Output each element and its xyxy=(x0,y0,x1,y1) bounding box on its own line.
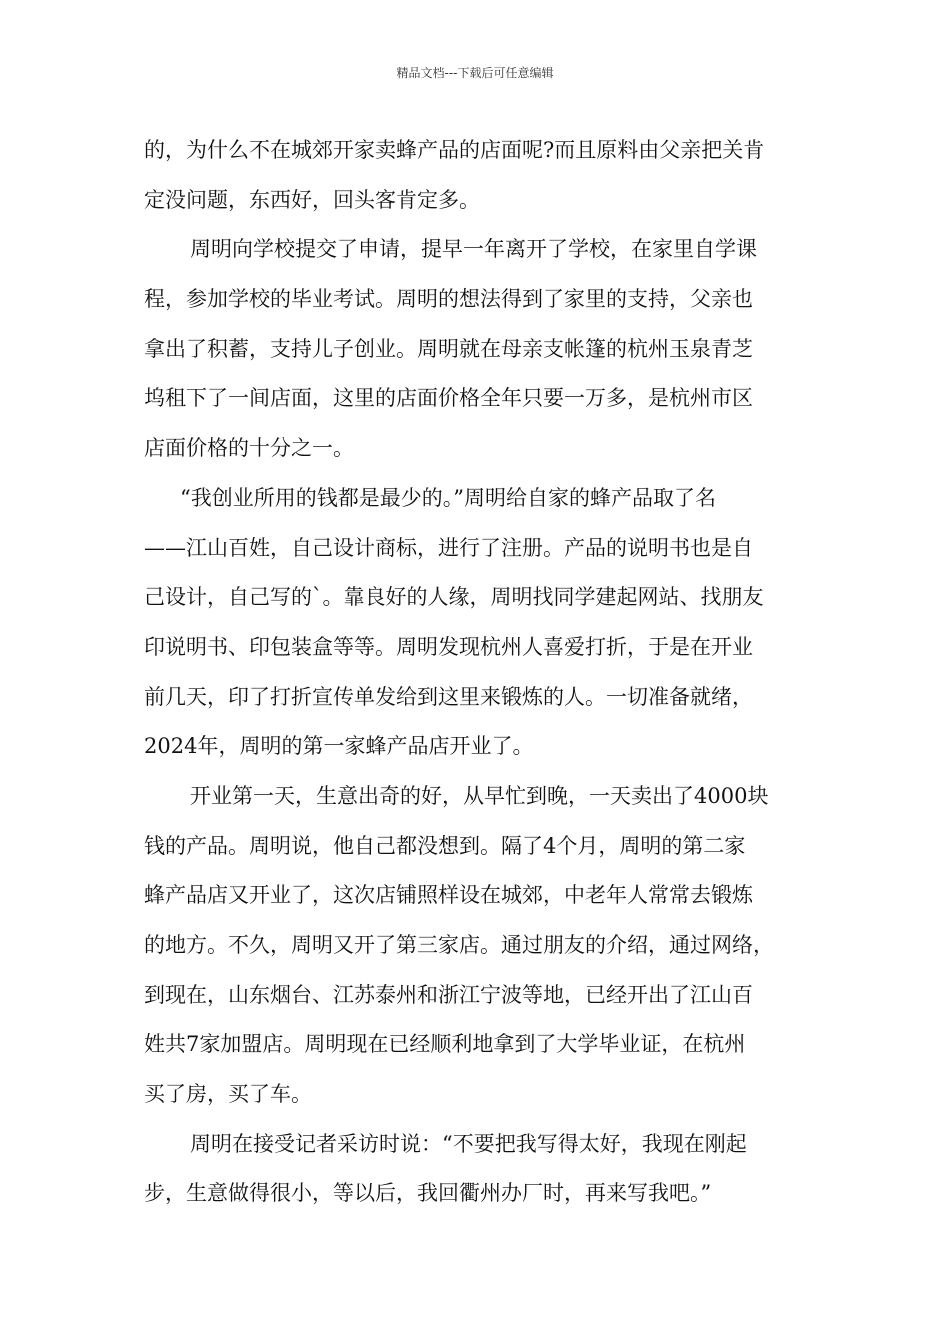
text-line: 的，为什么不在城郊开家卖蜂产品的店面呢?而且原料由父亲把关肯 xyxy=(144,138,765,162)
page-header: 精品文档---下载后可任意编辑 xyxy=(396,66,554,80)
text-line: 印说明书、印包装盒等等。周明发现杭州人喜爱打折，于是在开业 xyxy=(144,634,753,659)
paragraph-first-line: “我创业所用的钱都是最少的。”周明给自家的蜂产品取了名 xyxy=(180,485,716,510)
document-body xyxy=(144,126,808,1219)
paragraph-first-line: 周明在接受记者采访时说：“不要把我写得太好，我现在刚起 xyxy=(190,1131,747,1156)
text-line: 程，参加学校的毕业考试。周明的想法得到了家里的支持，父亲也 xyxy=(144,287,753,312)
text-line: 蜂产品店又开业了，这次店铺照样设在城郊，中老年人常常去锻炼 xyxy=(144,883,753,908)
text-line: 步，生意做得很小，等以后，我回衢州办厂时，再来写我吧。” xyxy=(144,1181,712,1206)
text-line: 定没问题，东西好，回头客肯定多。 xyxy=(144,187,480,212)
text-line: 拿出了积蓄，支持儿子创业。周明就在母亲支帐篷的杭州玉泉青芝 xyxy=(144,336,753,361)
text-line: 前几天，印了打折宣传单发给到这里来锻炼的人。一切准备就绪， xyxy=(144,684,753,709)
text-line: 到现在，山东烟台、江苏泰州和浙江宁波等地，已经开出了江山百 xyxy=(144,982,753,1007)
text-line: 坞租下了一间店面，这里的店面价格全年只要一万多，是杭州市区 xyxy=(144,386,753,411)
text-line: ——江山百姓，自己设计商标，进行了注册。产品的说明书也是自 xyxy=(144,535,753,560)
text-line: 的地方。不久，周明又开了第三家店。通过朋友的介绍，通过网络， xyxy=(144,933,774,957)
paragraph-first-line: 开业第一天，生意出奇的好，从早忙到晚，一天卖出了4000块 xyxy=(190,783,769,808)
text-line: 己设计，自己写的`。靠良好的人缘，周明找同学建起网站、找朋友 xyxy=(144,585,764,610)
text-line: 买了房，买了车。 xyxy=(144,1082,312,1107)
paragraph-first-line: 周明向学校提交了申请，提早一年离开了学校，在家里自学课 xyxy=(190,237,757,262)
text-line: 2024年，周明的第一家蜂产品店开业了。 xyxy=(144,734,534,759)
text-line: 姓共7家加盟店。周明现在已经顺利地拿到了大学毕业证，在杭州 xyxy=(144,1032,746,1057)
text-line: 店面价格的十分之一。 xyxy=(144,436,354,461)
text-line: 钱的产品。周明说，他自己都没想到。隔了4个月，周明的第二家 xyxy=(144,833,746,858)
